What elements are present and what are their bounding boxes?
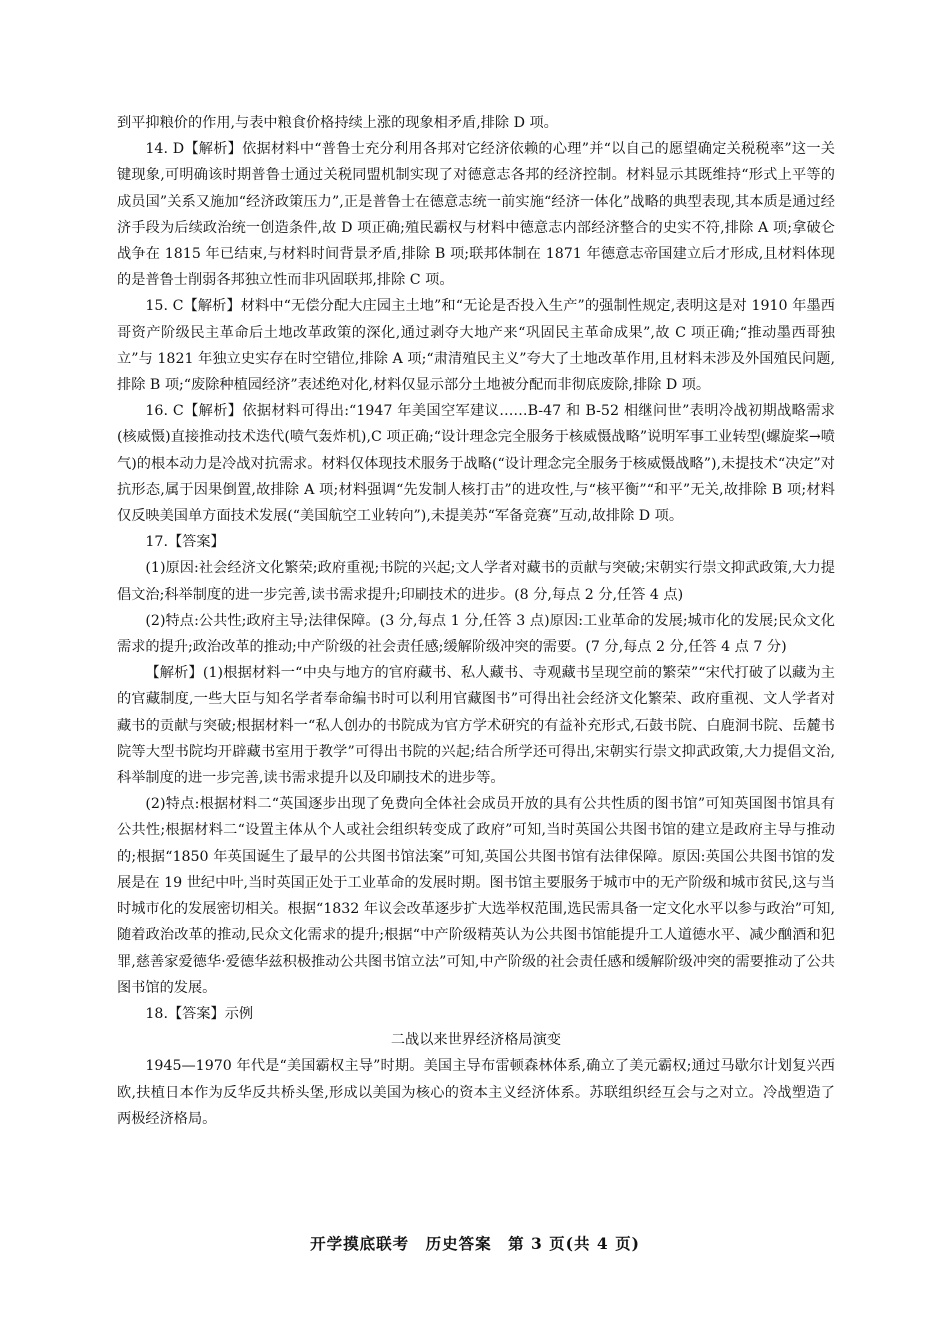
essay-title: 二战以来世界经济格局演变 (390, 1032, 562, 1049)
document-body (117, 110, 835, 1132)
answer-17-analysis-2: (2)特点:根据材料二“英国逐步出现了免费向全体社会成员开放的具有公共性质的图书馆”可知英国图书馆具有公共性;根据材料二“设置主体从个人或社会组织转变成了政府”可知,当时英国公共图书馆的建立是政府主导与推动的;根据“1850 年英国诞生了最早的公共图书馆法案”可知,英国公共图书馆有法律保障。原因:英国公共图书馆的发展是在 19 世纪中叶,当时英国正处于工业革命的发展时期。图书馆主要服务于城市中的无产阶级和城市贫民,这与当时城市化的发展密切相关。根据“1832 年议会改革逐步扩大选举权范围,选民需具备一定文化水平以参与政治”可知,随着政治改革的推动,民众文化需求的提升;根据“中产阶级精英认为公共图书馆能提升工人道德水平、减少酗酒和犯罪,慈善家爱德华·爱德华兹积极推动公共图书馆立法”可知,中产阶级的社会责任感和缓解阶级冲突的需要推动了公共图书馆的发展。 (117, 796, 835, 996)
page-footer: 开学摸底联考 历史答案 第 3 页(共 4 页) (310, 1234, 640, 1253)
answer-17-analysis-1: 【解析】(1)根据材料一“中央与地方的官府藏书、私人藏书、寺观藏书呈现空前的繁荣”“宋代打破了以藏为主的官藏制度,一些大臣与知名学者奉命编书时可以利用官藏图书”可得出社会经济文化繁荣、政府重视、文人学者对藏书的贡献与突破;根据材料一“私人创办的书院成为官方学术研究的有益补充形式,石鼓书院、白鹿洞书院、岳麓书院等大型书院均开辟藏书室用于教学”可得出书院的兴起;结合所学还可得出,宋朝实行崇文抑武政策,大力提倡文治,科举制度的进一步完善,读书需求提升以及印刷技术的进步等。 (117, 665, 835, 787)
answer-16: 16. C【解析】依据材料可得出:“1947 年美国空军建议……B-47 和 B-52 相继问世”表明冷战初期战略需求(核威慑)直接推动技术迭代(喷气轰炸机),C 项正确;“设计理念完全服务于核威慑战略”说明军事工业转型(螺旋桨→喷气)的根本动力是冷战对抗需求。材料仅体现技术服务于战略(“设计理念完全服务于核威慑战略”),未提技术“决定”对抗形态,属于因果倒置,故排除 A 项;材料强调“先发制人核打击”的进攻性,与“核平衡”“和平”无关,故排除 B 项;材料仅反映美国单方面技术发展(“美国航空工业转向”),未提美苏“军备竞赛”互动,故排除 D 项。 (117, 403, 835, 525)
answer-17-part-2: (2)特点:公共性;政府主导;法律保障。(3 分,每点 1 分,任答 3 点)原因:工业革命的发展;城市化的发展;民众文化需求的提升;政治改革的推动;中产阶级的社会责任感;缓解阶级冲突的需要。(7 分,每点 2 分,任答 4 点 7 分) (117, 612, 835, 656)
answer-15: 15. C【解析】材料中“无偿分配大庄园主土地”和“无论是否投入生产”的强制性规定,表明这是对 1910 年墨西哥资产阶级民主革命后土地改革政策的深化,通过剥夺大地产来“巩固民主革命成果”,故 C 项正确;“推动墨西哥独立”与 1821 年独立史实存在时空错位,排除 A 项;“肃清殖民主义”夸大了土地改革作用,且材料未涉及外国殖民问题,排除 B 项;“废除种植园经济”表述绝对化,材料仅显示部分土地被分配而非彻底废除,排除 D 项。 (117, 298, 835, 394)
answer-14: 14. D【解析】依据材料中“普鲁士充分利用各邦对它经济依赖的心理”并“以自己的愿望确定关税税率”这一关键现象,可明确该时期普鲁士通过关税同盟机制实现了对德意志各邦的经济控制。材料显示其既维持“形式上平等的成员国”关系又施加“经济政策压力”,正是普鲁士在德意志统一前实施“经济一体化”战略的典型表现,其本质是通过经济手段为后续政治统一创造条件,故 D 项正确;殖民霸权与材料中德意志内部经济整合的史实不符,排除 A 项;拿破仑战争在 1815 年已结束,与材料时间背景矛盾,排除 B 项;联邦体制在 1871 年德意志帝国建立后才形成,且材料体现的是普鲁士削弱各邦独立性而非巩固联邦,排除 C 项。 (117, 141, 835, 289)
answer-17-heading: 17.【答案】 (145, 534, 225, 551)
answer-17-part-1: (1)原因:社会经济文化繁荣;政府重视;书院的兴起;文人学者对藏书的贡献与突破;宋朝实行崇文抑武政策,大力提倡文治;科举制度的进一步完善,读书需求提升;印刷技术的进步。(8 分,每点 2 分,任答 4 点) (117, 560, 835, 603)
paragraph-continuation: 到平抑粮价的作用,与表中粮食价格持续上涨的现象相矛盾,排除 D 项。 (117, 115, 558, 131)
answer-18-heading: 18.【答案】示例 (145, 1005, 254, 1022)
essay-body: 1945—1970 年代是“美国霸权主导”时期。美国主导布雷顿森林体系,确立了美元霸权;通过马歇尔计划复兴西欧,扶植日本作为反华反共桥头堡,形成以美国为核心的资本主义经济体系。苏联组织经互会与之对立。冷战塑造了两极经济格局。 (117, 1058, 835, 1127)
